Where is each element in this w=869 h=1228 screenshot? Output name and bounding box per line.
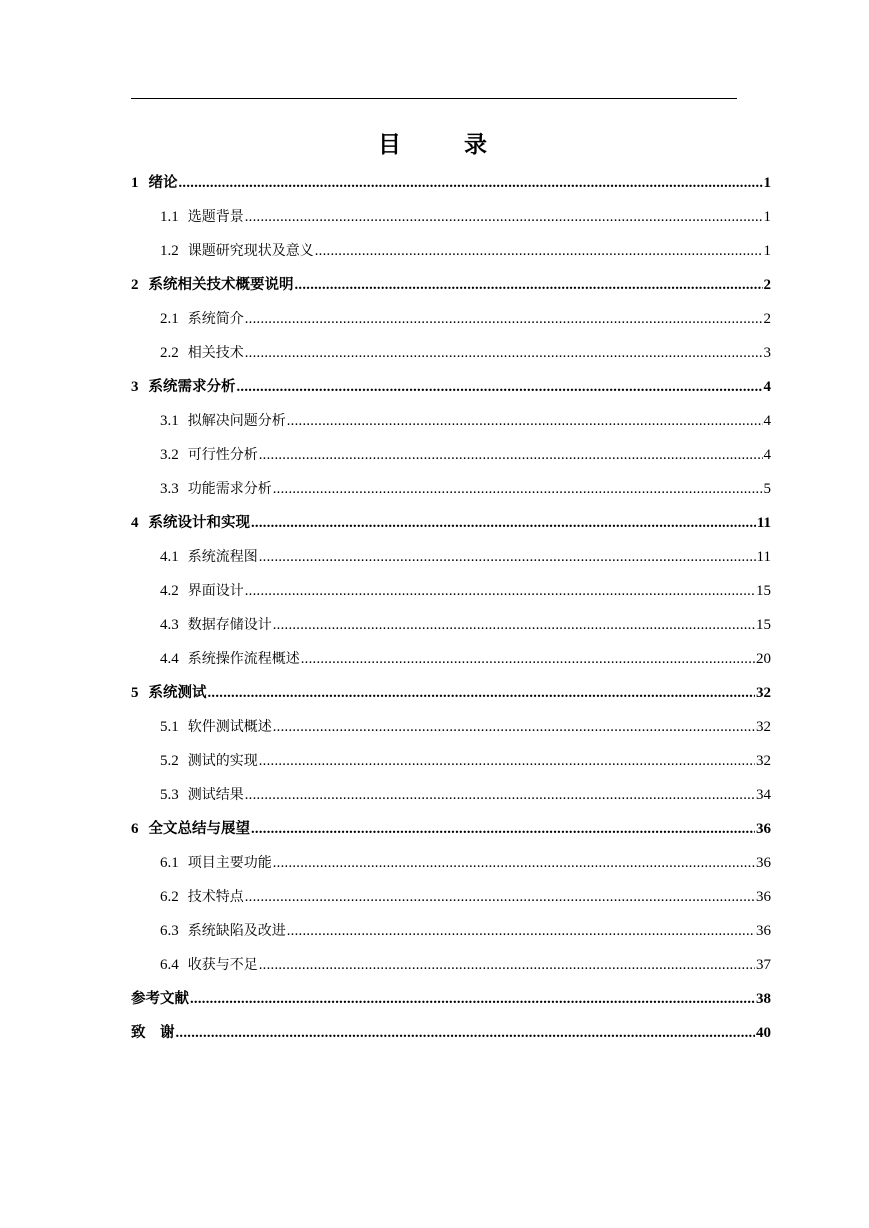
- toc-page-number: 5: [763, 481, 771, 497]
- toc-chapter-entry[interactable]: [131, 812, 771, 846]
- toc-page-number: 15: [756, 617, 771, 633]
- toc-dot-leader: [259, 438, 763, 472]
- toc-dot-leader: [295, 268, 763, 302]
- toc-section-entry[interactable]: [131, 540, 771, 574]
- toc-section-entry[interactable]: [131, 302, 771, 336]
- toc-page-number: 32: [756, 719, 771, 735]
- toc-dot-leader: [245, 880, 755, 914]
- toc-entry-title: 技术特点: [187, 889, 244, 905]
- toc-entry-title: 系统缺陷及改进: [187, 923, 286, 939]
- toc-dot-leader: [273, 710, 755, 744]
- toc-page-number: 34: [756, 787, 771, 803]
- toc-entry-number: 2: [131, 277, 139, 293]
- toc-entry-number: 3: [131, 379, 139, 395]
- toc-dot-leader: [245, 574, 755, 608]
- toc-page-number: 11: [756, 515, 771, 531]
- toc-entry-title: 选题背景: [187, 209, 244, 225]
- toc-page-number: 4: [763, 447, 771, 463]
- toc-chapter-entry[interactable]: [131, 982, 771, 1016]
- toc-page-number: 32: [756, 753, 771, 769]
- toc-page-number: 32: [756, 685, 771, 701]
- toc-entry-number: 4: [131, 515, 139, 531]
- toc-chapter-entry[interactable]: [131, 268, 771, 302]
- toc-dot-leader: [273, 846, 755, 880]
- toc-entry-number: 2.1: [160, 311, 179, 327]
- toc-dot-leader: [273, 608, 755, 642]
- toc-section-entry[interactable]: [131, 846, 771, 880]
- toc-section-entry[interactable]: [131, 200, 771, 234]
- toc-entry-number: 4.2: [160, 583, 179, 599]
- toc-entry-title: 项目主要功能: [187, 855, 272, 871]
- page-title: 目 录: [378, 132, 507, 158]
- toc-section-entry[interactable]: [131, 880, 771, 914]
- toc-chapter-entry[interactable]: [131, 1016, 771, 1050]
- toc-entry-title: 绪论: [148, 175, 178, 191]
- table-of-contents: [131, 166, 771, 1050]
- toc-dot-leader: [259, 948, 755, 982]
- toc-dot-leader: [301, 642, 755, 676]
- toc-entry-title: 系统相关技术概要说明: [148, 277, 294, 293]
- toc-page-number: 37: [756, 957, 771, 973]
- toc-page-number: 36: [756, 889, 771, 905]
- toc-entry-number: 3.2: [160, 447, 179, 463]
- toc-entry-number: 5.3: [160, 787, 179, 803]
- toc-dot-leader: [237, 370, 763, 404]
- toc-page-number: 2: [763, 277, 771, 293]
- toc-entry-title: 拟解决问题分析: [187, 413, 286, 429]
- toc-page-number: 1: [763, 209, 771, 225]
- toc-page-number: 11: [756, 549, 771, 565]
- toc-entry-title: 全文总结与展望: [148, 821, 250, 837]
- toc-dot-leader: [190, 982, 755, 1016]
- toc-dot-leader: [176, 1016, 756, 1050]
- toc-entry-title: 可行性分析: [187, 447, 258, 463]
- toc-dot-leader: [251, 812, 755, 846]
- toc-page-number: 4: [763, 413, 771, 429]
- toc-page-number: 38: [756, 991, 771, 1007]
- toc-dot-leader: [208, 676, 756, 710]
- toc-entry-title: 系统需求分析: [148, 379, 236, 395]
- toc-section-entry[interactable]: [131, 778, 771, 812]
- toc-chapter-entry[interactable]: [131, 166, 771, 200]
- toc-entry-number: 1.2: [160, 243, 179, 259]
- toc-section-entry[interactable]: [131, 574, 771, 608]
- toc-dot-leader: [245, 200, 763, 234]
- toc-section-entry[interactable]: [131, 438, 771, 472]
- toc-entry-title: 收获与不足: [187, 957, 258, 973]
- toc-entry-title: 课题研究现状及意义: [187, 243, 314, 259]
- toc-page-number: 36: [756, 821, 771, 837]
- toc-entry-number: 6.3: [160, 923, 179, 939]
- toc-dot-leader: [245, 302, 763, 336]
- toc-page-number: 20: [756, 651, 771, 667]
- toc-page-number: 2: [763, 311, 771, 327]
- toc-section-entry[interactable]: [131, 948, 771, 982]
- toc-page-number: 1: [763, 175, 771, 191]
- toc-section-entry[interactable]: [131, 744, 771, 778]
- toc-entry-number: 5.1: [160, 719, 179, 735]
- toc-entry-title: 数据存储设计: [187, 617, 272, 633]
- toc-dot-leader: [245, 336, 763, 370]
- toc-entry-title: 测试的实现: [187, 753, 258, 769]
- toc-dot-leader: [245, 778, 755, 812]
- toc-entry-title: 系统设计和实现: [148, 515, 250, 531]
- toc-entry-title: 功能需求分析: [187, 481, 272, 497]
- toc-page-number: 15: [756, 583, 771, 599]
- toc-entry-title: 相关技术: [187, 345, 244, 361]
- toc-entry-number: 4.3: [160, 617, 179, 633]
- toc-entry-number: 2.2: [160, 345, 179, 361]
- toc-entry-number: 1: [131, 175, 139, 191]
- toc-entry-number: 4.4: [160, 651, 179, 667]
- toc-page-number: 4: [763, 379, 771, 395]
- toc-entry-number: 1.1: [160, 209, 179, 225]
- toc-entry-title: 系统操作流程概述: [187, 651, 300, 667]
- toc-section-entry[interactable]: [131, 914, 771, 948]
- toc-page-number: 3: [763, 345, 771, 361]
- toc-entry-title: 测试结果: [187, 787, 244, 803]
- toc-entry-number: 6.4: [160, 957, 179, 973]
- header-rule: [131, 98, 737, 99]
- toc-entry-number: 6.2: [160, 889, 179, 905]
- toc-section-entry[interactable]: [131, 710, 771, 744]
- toc-dot-leader: [251, 506, 756, 540]
- toc-chapter-entry[interactable]: [131, 370, 771, 404]
- toc-section-entry[interactable]: [131, 472, 771, 506]
- toc-entry-title: 软件测试概述: [187, 719, 272, 735]
- toc-section-entry[interactable]: [131, 234, 771, 268]
- toc-entry-number: 5.2: [160, 753, 179, 769]
- toc-dot-leader: [273, 472, 763, 506]
- toc-page-number: 40: [756, 1025, 771, 1041]
- toc-chapter-entry[interactable]: [131, 506, 771, 540]
- toc-entry-title: 系统测试: [148, 685, 207, 701]
- toc-entry-number: 3.1: [160, 413, 179, 429]
- toc-entry-title: 致 谢: [131, 1025, 175, 1041]
- toc-entry-title: 界面设计: [187, 583, 244, 599]
- toc-page-number: 36: [756, 855, 771, 871]
- toc-dot-leader: [179, 166, 763, 200]
- toc-dot-leader: [315, 234, 763, 268]
- toc-entry-number: 5: [131, 685, 139, 701]
- toc-section-entry[interactable]: [131, 642, 771, 676]
- toc-entry-number: 3.3: [160, 481, 179, 497]
- toc-entry-title: 参考文献: [131, 991, 189, 1007]
- toc-entry-title: 系统流程图: [187, 549, 258, 565]
- toc-dot-leader: [259, 540, 756, 574]
- toc-section-entry[interactable]: [131, 336, 771, 370]
- toc-page-number: 1: [763, 243, 771, 259]
- toc-dot-leader: [259, 744, 755, 778]
- toc-dot-leader: [287, 914, 755, 948]
- toc-section-entry[interactable]: [131, 404, 771, 438]
- toc-page-number: 36: [756, 923, 771, 939]
- toc-entry-number: 6: [131, 821, 139, 837]
- toc-dot-leader: [287, 404, 763, 438]
- toc-entry-number: 6.1: [160, 855, 179, 871]
- toc-chapter-entry[interactable]: [131, 676, 771, 710]
- toc-entry-title: 系统简介: [187, 311, 244, 327]
- toc-section-entry[interactable]: [131, 608, 771, 642]
- toc-entry-number: 4.1: [160, 549, 179, 565]
